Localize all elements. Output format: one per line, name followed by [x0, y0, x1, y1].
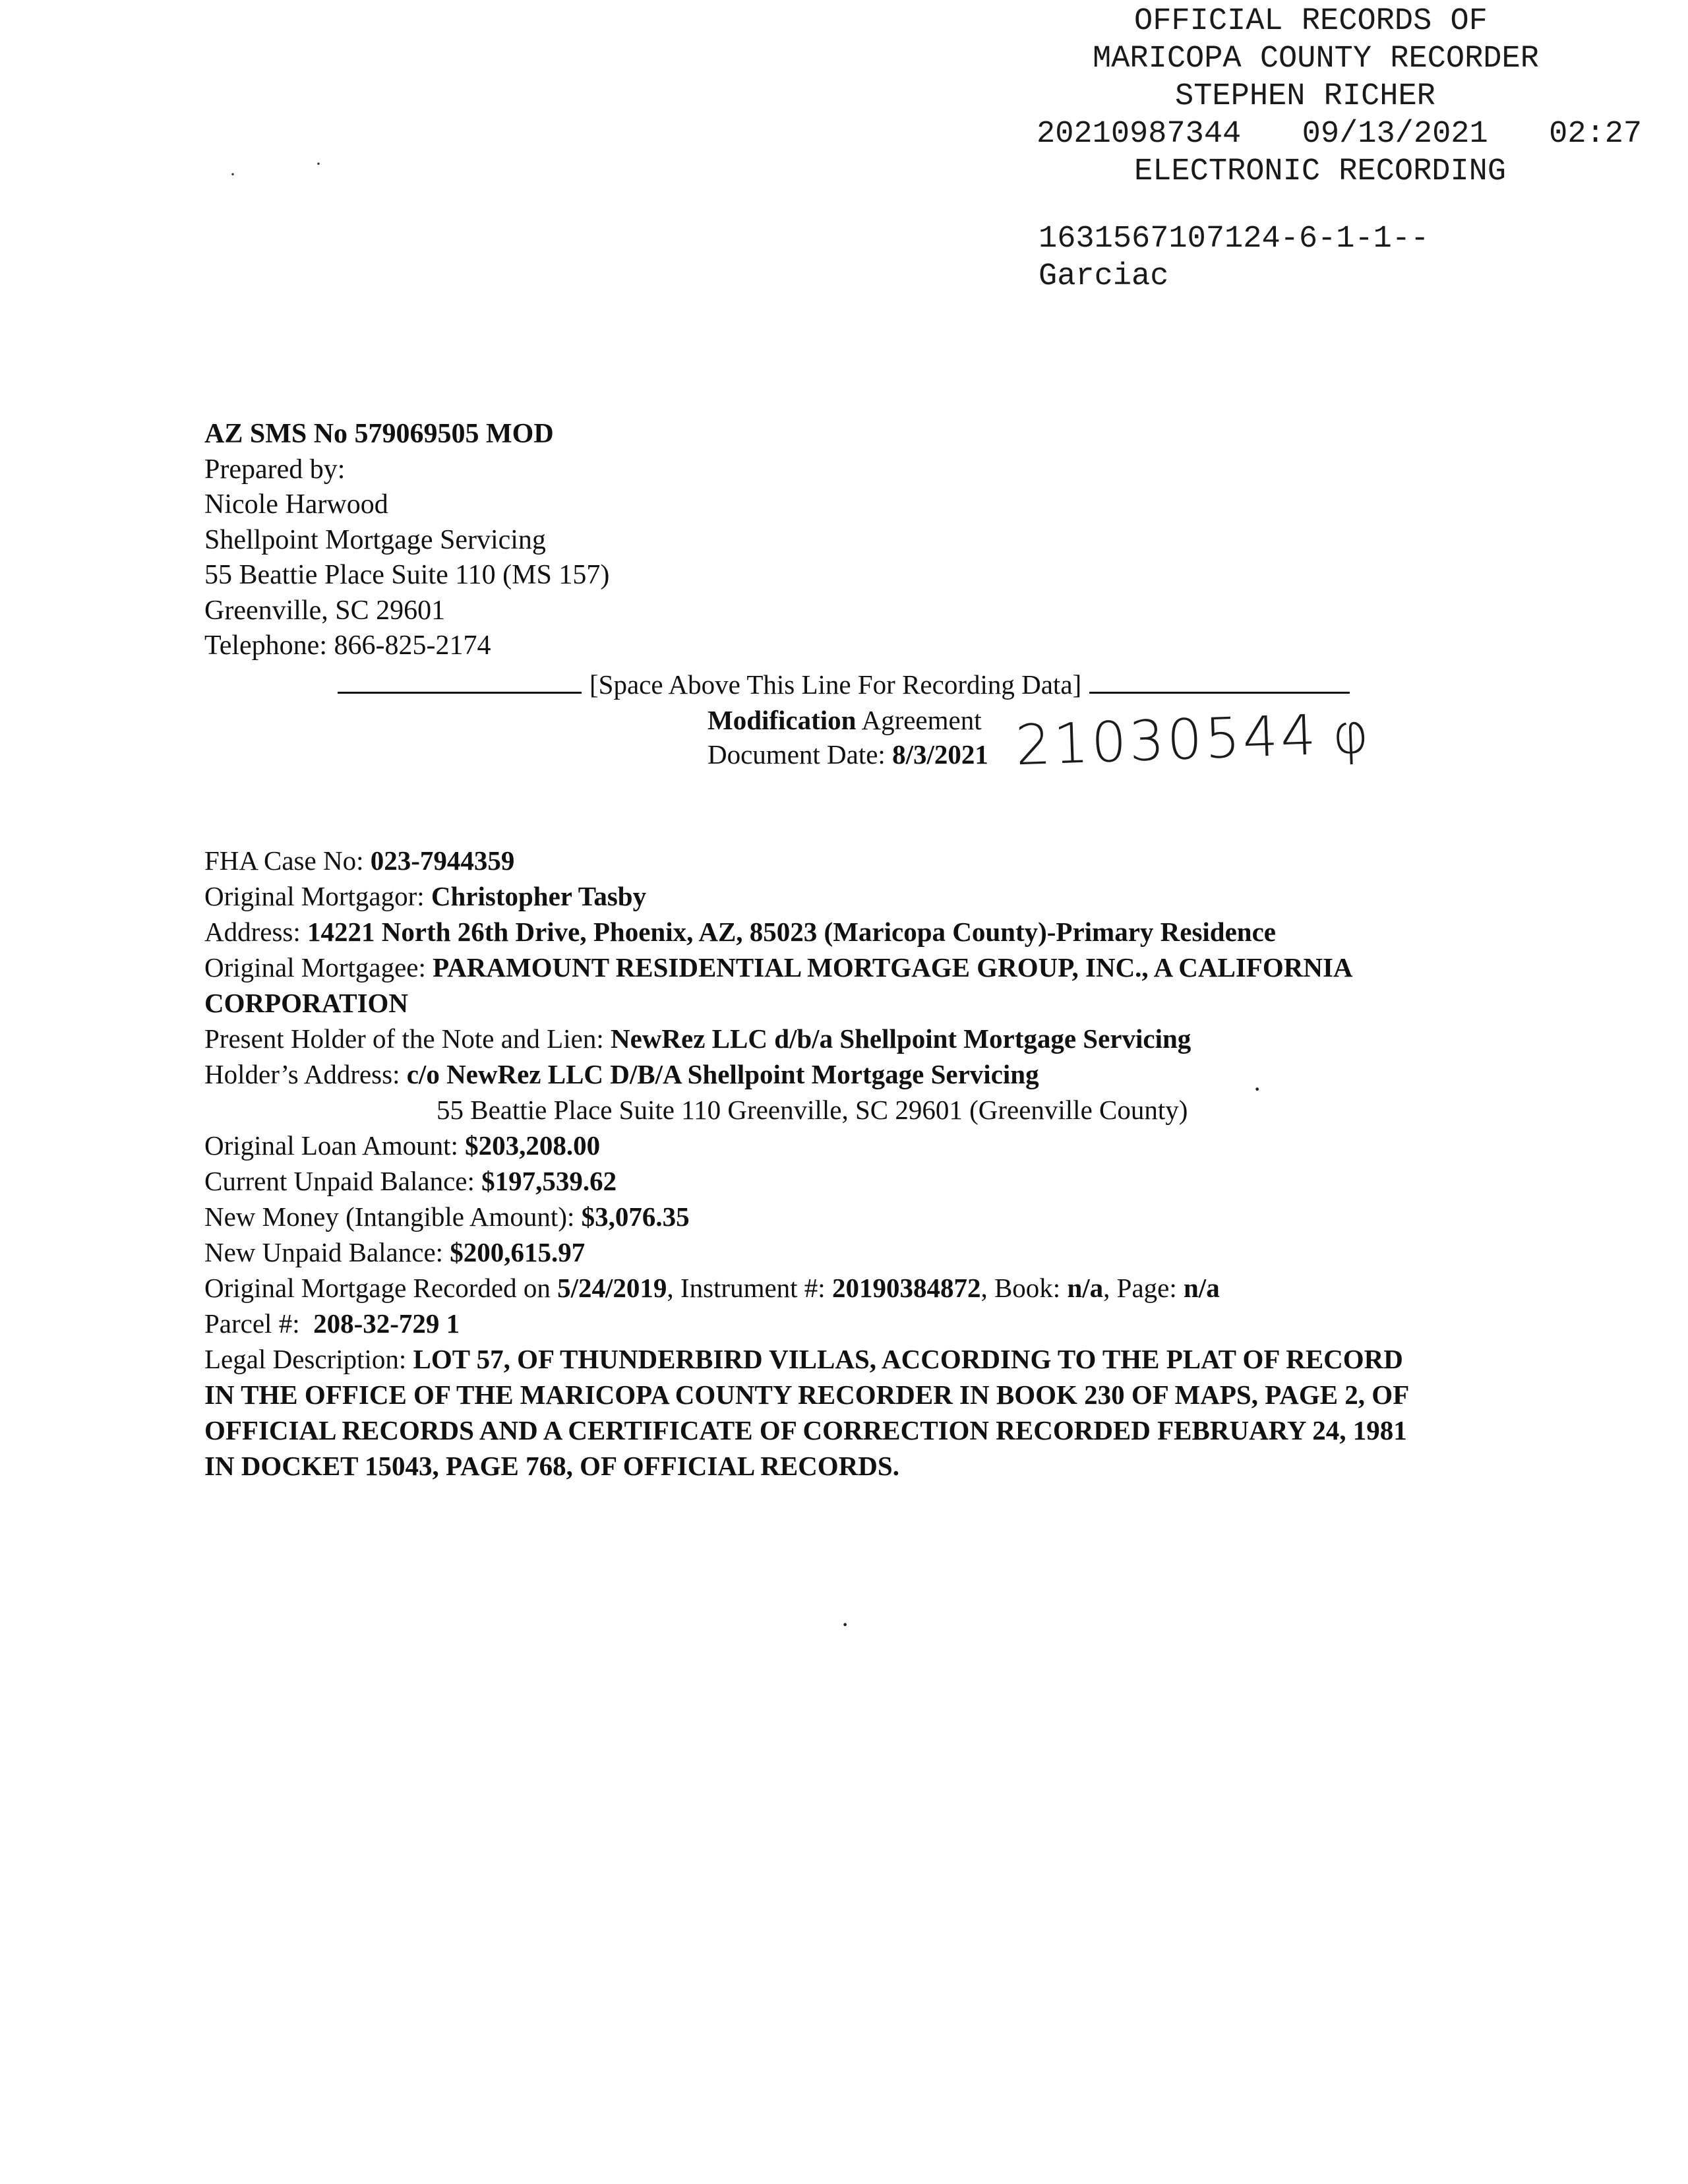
address-value: 14221 North 26th Drive, Phoenix, AZ, 85023 (Maricopa County)-Primary Residence [307, 917, 1277, 947]
original-loan-amount-label: Original Loan Amount: [204, 1130, 466, 1161]
document-date-value: 8/3/2021 [892, 739, 988, 770]
preparer-company: Shellpoint Mortgage Servicing [204, 524, 546, 555]
recorded-label: Original Mortgage Recorded on [204, 1273, 558, 1303]
new-money-line [204, 1199, 1523, 1234]
legal-description-line-4: IN DOCKET 15043, PAGE 768, OF OFFICIAL RECORDS. [204, 1451, 899, 1481]
holder-line [204, 1021, 1523, 1056]
modification-title-rest: Agreement [856, 705, 982, 735]
stamp-recorder-name: STEPHEN RICHER [1175, 79, 1435, 114]
rule-right [1089, 692, 1350, 694]
modification-title-block [708, 703, 988, 772]
recorder-stamp [1029, 3, 1688, 191]
mortgagee-line-2: CORPORATION [204, 988, 409, 1018]
sms-header: AZ SMS No 579069505 MOD [204, 419, 554, 449]
instrument-value: 20190384872 [831, 1273, 981, 1303]
new-unpaid-value: $200,615.97 [450, 1237, 586, 1267]
modification-title [708, 703, 988, 737]
stamp-electronic-recording: ELECTRONIC RECORDING [1134, 154, 1507, 189]
recorded-line [204, 1270, 1523, 1306]
stamp-recording-number-date: 20210987344 09/13/2021 02:27 [1037, 117, 1643, 152]
current-unpaid-line [204, 1163, 1523, 1199]
mortgagee-line [204, 950, 1523, 985]
fha-label: FHA Case No: [204, 845, 371, 876]
prepared-by-block [204, 417, 609, 664]
parcel-line [204, 1306, 1523, 1341]
page-value: n/a [1184, 1273, 1220, 1303]
scan-speck: · [1253, 1074, 1262, 1104]
address-label: Address: [204, 917, 308, 947]
legal-description-line-1 [204, 1341, 1523, 1377]
preparer-street: 55 Beattie Place Suite 110 (MS 157) [204, 560, 610, 590]
mortgagor-line [204, 878, 1523, 914]
scan-speck: · [841, 1610, 850, 1639]
page-label: , Page: [1103, 1273, 1184, 1303]
new-unpaid-line [204, 1234, 1523, 1270]
recording-reference [1039, 220, 1429, 295]
reference-user: Garciac [1039, 259, 1169, 294]
mortgagee-value: PARAMOUNT RESIDENTIAL MORTGAGE GROUP, INC., A CALIFORNIA [433, 952, 1353, 983]
loan-details [204, 843, 1523, 1484]
stamp-official-records: OFFICIAL RECORDS OF [1134, 4, 1488, 39]
recording-data-line [338, 669, 1350, 700]
book-value: n/a [1067, 1273, 1104, 1303]
address-line [204, 914, 1523, 950]
preparer-telephone: Telephone: 866-825-2174 [204, 630, 491, 661]
reference-number: 1631567107124-6-1-1-- [1039, 222, 1430, 257]
rule-left [338, 692, 582, 694]
instrument-label: , Instrument #: [667, 1273, 832, 1303]
modification-title-bold: Modification [708, 705, 857, 735]
scan-speck: · [229, 164, 236, 185]
preparer-name: Nicole Harwood [204, 489, 388, 520]
current-unpaid-label: Current Unpaid Balance: [204, 1166, 482, 1196]
holder-value: NewRez LLC d/b/a Shellpoint Mortgage Servicing [610, 1023, 1191, 1054]
new-money-label: New Money (Intangible Amount): [204, 1201, 582, 1232]
mortgagor-value: Christopher Tasby [431, 881, 647, 911]
stamp-county-recorder: MARICOPA COUNTY RECORDER [1093, 42, 1539, 76]
fha-case-line [204, 843, 1523, 878]
scan-speck: · [315, 153, 322, 175]
preparer-city: Greenville, SC 29601 [204, 595, 446, 626]
holder-address-line-2: 55 Beattie Place Suite 110 Greenville, SC 29601 (Greenville County) [437, 1095, 1188, 1125]
current-unpaid-value: $197,539.62 [481, 1166, 617, 1196]
new-unpaid-label: New Unpaid Balance: [204, 1237, 450, 1267]
prepared-by-label: Prepared by: [204, 454, 346, 485]
holder-address-line [204, 1056, 1523, 1092]
legal-description-line-2: IN THE OFFICE OF THE MARICOPA COUNTY RECORDER IN BOOK 230 OF MAPS, PAGE 2, OF [204, 1380, 1410, 1410]
parcel-label: Parcel #: [204, 1308, 314, 1339]
handwritten-document-number: 21030544 φ [1014, 700, 1373, 778]
recording-data-text: [Space Above This Line For Recording Data] [589, 669, 1082, 700]
holder-address-label: Holder’s Address: [204, 1059, 407, 1089]
legal-description-line-3: OFFICIAL RECORDS AND A CERTIFICATE OF CORRECTION RECORDED FEBRUARY 24, 1981 [204, 1415, 1407, 1445]
original-loan-amount-value: $203,208.00 [465, 1130, 601, 1161]
document-date-label: Document Date: [708, 739, 893, 770]
book-label: , Book: [980, 1273, 1068, 1303]
new-money-value: $3,076.35 [581, 1201, 690, 1232]
mortgagor-label: Original Mortgagor: [204, 881, 431, 911]
parcel-value: 208-32-729 1 [313, 1308, 460, 1339]
document-date [708, 737, 988, 772]
recorded-date: 5/24/2019 [557, 1273, 667, 1303]
mortgagee-label: Original Mortgagee: [204, 952, 433, 983]
legal-value-1: LOT 57, OF THUNDERBIRD VILLAS, ACCORDING TO THE PLAT OF RECORD [413, 1344, 1403, 1374]
fha-value: 023-7944359 [370, 845, 515, 876]
holder-label: Present Holder of the Note and Lien: [204, 1023, 611, 1054]
holder-address-value: c/o NewRez LLC D/B/A Shellpoint Mortgage Servicing [406, 1059, 1039, 1089]
original-loan-amount-line [204, 1128, 1523, 1163]
legal-label: Legal Description: [204, 1344, 413, 1374]
